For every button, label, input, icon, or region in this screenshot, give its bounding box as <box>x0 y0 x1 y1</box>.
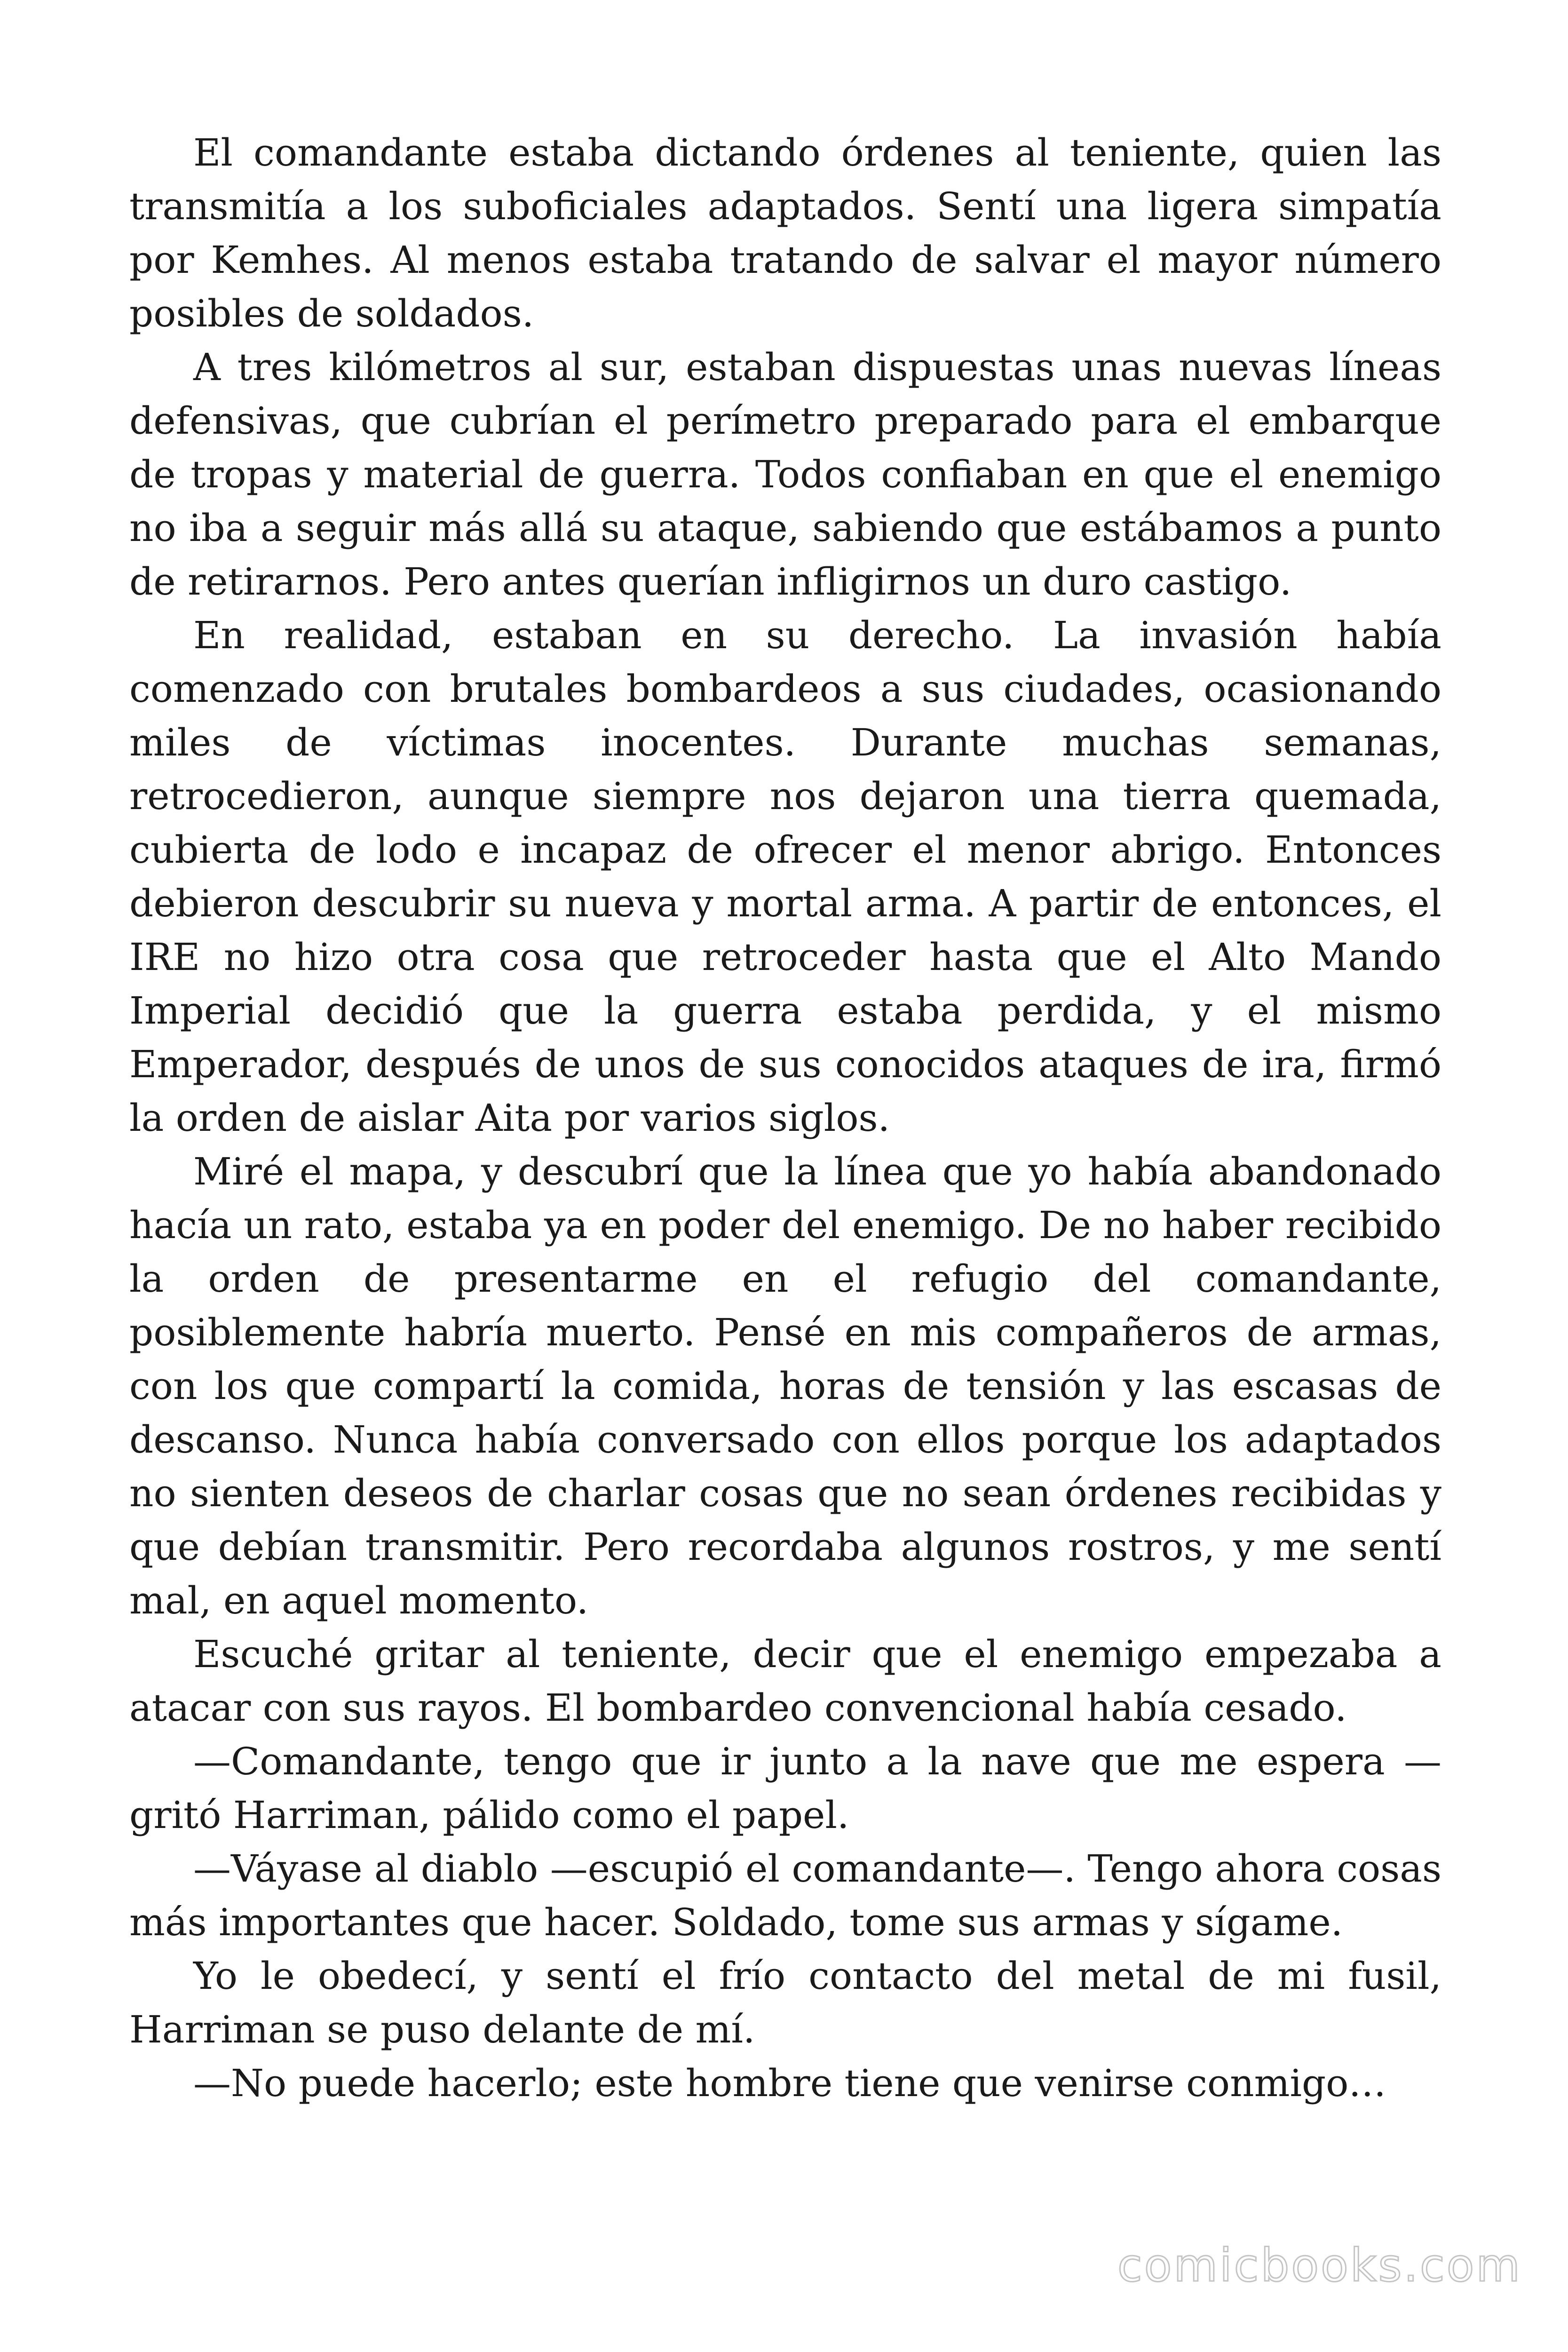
paragraph-8: Yo le obedecí, y sentí el frío contacto del metal de mi fusil, Harriman se puso delante de mí. <box>129 1954 1441 2051</box>
paragraph-1: El comandante estaba dictando órdenes al teniente, quien las transmitía a los suboficiales adaptados. Sentí una ligera simpatía por Kemhes. Al menos estaba tratando de salvar el mayor número posibles de soldados. <box>129 131 1441 335</box>
page-body-text <box>129 126 1441 2110</box>
paragraph-5: Escuché gritar al teniente, decir que el enemigo empezaba a atacar con sus rayos. El bombardeo convencional había cesado. <box>129 1632 1441 1730</box>
paragraph-7: —Váyase al diablo —escupió el comandante—. Tengo ahora cosas más importantes que hacer. Soldado, tome sus armas y sígame. <box>129 1847 1441 1944</box>
watermark: comicbooks.com <box>1117 2239 1522 2292</box>
paragraph-3: En realidad, estaban en su derecho. La invasión había comenzado con brutales bombardeos a sus ciudades, ocasionando miles de víctimas inocentes. Durante muchas semanas, retrocedieron, aunque siempre nos dejaron una tierra quemada, cubierta de lodo e incapaz de ofrecer el menor abrigo. Entonces debieron descubrir su nueva y mortal arma. A partir de entonces, el IRE no hizo otra cosa que retroceder hasta que el Alto Mando Imperial decidió que la guerra estaba perdida, y el mismo Emperador, después de unos de sus conocidos ataques de ira, firmó la orden de aislar Aita por varios siglos. <box>129 613 1441 1140</box>
paragraph-4: Miré el mapa, y descubrí que la línea que yo había abandonado hacía un rato, estaba ya en poder del enemigo. De no haber recibido la orden de presentarme en el refugio del comandante, posiblemente habría muerto. Pensé en mis compañeros de armas, con los que compartí la comida, horas de tensión y las escasas de descanso. Nunca había conversado con ellos porque los adaptados no sienten deseos de charlar cosas que no sean órdenes recibidas y que debían transmitir. Pero recordaba algunos rostros, y me sentí mal, en aquel momento. <box>129 1150 1441 1622</box>
paragraph-9: —No puede hacerlo; este hombre tiene que venirse conmigo… <box>193 2061 1386 2105</box>
paragraph-2: A tres kilómetros al sur, estaban dispuestas unas nuevas líneas defensivas, que cubrían el perímetro preparado para el embarque de tropas y material de guerra. Todos confiaban en que el enemigo no iba a seguir más allá su ataque, sabiendo que estábamos a punto de retirarnos. Pero antes querían infligirnos un duro castigo. <box>129 345 1441 604</box>
paragraph-6: —Comandante, tengo que ir junto a la nave que me espera —gritó Harriman, pálido como el papel. <box>129 1740 1441 1837</box>
